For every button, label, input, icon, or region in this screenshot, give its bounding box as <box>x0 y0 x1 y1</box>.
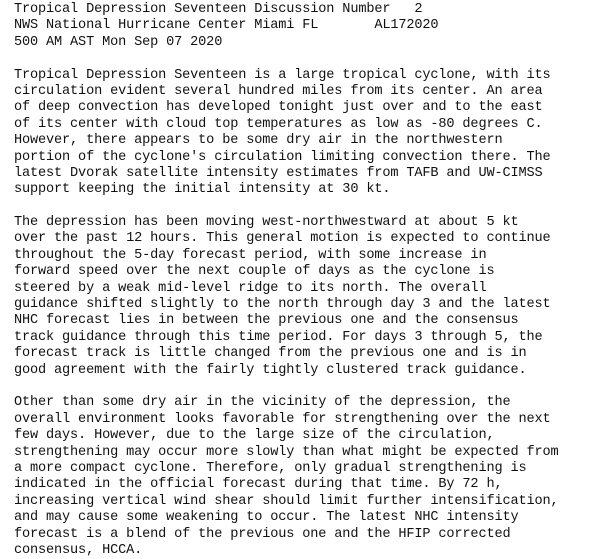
text-line: increasing vertical wind shear should limit further intensification, <box>14 493 559 509</box>
text-line: of its center with cloud top temperatures as low as -80 degrees C. <box>14 116 543 132</box>
discussion-title: Tropical Depression Seventeen Discussion Number 2 <box>14 2 423 17</box>
text-line: strengthening may occur more slowly than what might be expected from <box>14 444 559 460</box>
text-line: of deep convection has developed tonight just over and to the east <box>14 100 543 116</box>
blank-line <box>14 51 610 67</box>
blank-line <box>14 199 610 215</box>
discussion-document <box>14 2 610 559</box>
text-line: However, there appears to be some dry air in the northwestern <box>14 133 503 149</box>
text-line: guidance shifted slightly to the north through day 3 and the latest <box>14 297 551 313</box>
paragraph-intensity-forecast <box>14 395 610 559</box>
text-line: portion of the cyclone's circulation limiting convection there. The <box>14 149 551 165</box>
issuing-office: NWS National Hurricane Center Miami FL AL172020 <box>14 18 439 34</box>
text-line: a more compact cyclone. Therefore, only gradual strengthening is <box>14 460 527 476</box>
blank-line <box>14 379 610 395</box>
text-line: indicated in the official forecast during that time. By 72 h, <box>14 477 503 493</box>
text-line: track guidance through this time period. For days 3 through 5, the <box>14 329 543 345</box>
text-line: circulation evident several hundred miles from its center. An area <box>14 83 543 99</box>
paragraph-track-forecast <box>14 215 610 379</box>
header-block <box>14 2 610 51</box>
text-line: throughout the 5-day forecast period, with some increase in <box>14 247 487 263</box>
text-line: support keeping the initial intensity at 30 kt. <box>14 182 391 198</box>
text-line: overall environment looks favorable for strengthening over the next <box>14 411 551 427</box>
text-line: Tropical Depression Seventeen is a large tropical cyclone, with its <box>14 67 551 83</box>
text-line: steered by a weak mid-level ridge to its north. The overall <box>14 280 487 296</box>
text-line: good agreement with the fairly tightly clustered track guidance. <box>14 362 527 378</box>
text-line: latest Dvorak satellite intensity estimates from TAFB and UW-CIMSS <box>14 165 543 181</box>
text-line: and may cause some weakening to occur. The latest NHC intensity <box>14 510 519 526</box>
text-line: forecast is a blend of the previous one and the HFIP corrected <box>14 526 511 542</box>
text-line: over the past 12 hours. This general motion is expected to continue <box>14 231 551 247</box>
text-line: consensus, HCCA. <box>14 542 143 558</box>
text-line: The depression has been moving west-northwestward at about 5 kt <box>14 215 519 231</box>
issue-datetime: 500 AM AST Mon Sep 07 2020 <box>14 34 223 50</box>
text-line: NHC forecast lies in between the previous one and the consensus <box>14 313 519 329</box>
text-line: Other than some dry air in the vicinity of the depression, the <box>14 395 511 411</box>
text-line: forward speed over the next couple of days as the cyclone is <box>14 264 495 280</box>
paragraph-current-intensity <box>14 68 610 199</box>
text-line: few days. However, due to the large size of the circulation, <box>14 428 495 444</box>
text-line: forecast track is little changed from the previous one and is in <box>14 346 527 362</box>
